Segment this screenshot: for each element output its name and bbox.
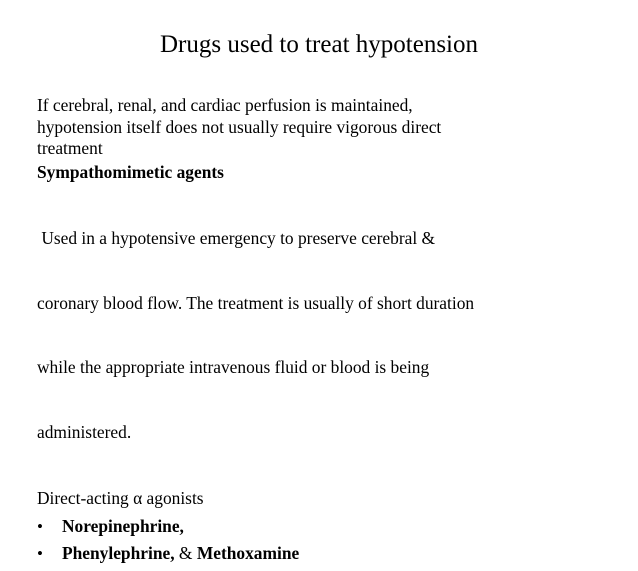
bullet-icon: •	[37, 544, 43, 563]
usage-line: coronary blood flow. The treatment is usually of short duration	[37, 292, 475, 313]
usage-line: Used in a hypotensive emergency to preserve cerebral &	[37, 228, 436, 248]
slide-title: Drugs used to treat hypotension	[159, 31, 478, 58]
bullet-text-methoxamine: Methoxamine	[196, 543, 300, 563]
slide-body	[37, 95, 617, 571]
bullet-icon: •	[37, 516, 43, 536]
section-heading: Sympathomimetic agents	[37, 161, 224, 182]
usage-line: administered.	[37, 421, 132, 442]
bullet-text: Norepinephrine,	[62, 515, 184, 536]
bullet-item-norepinephrine	[37, 516, 617, 538]
intro-line: treatment	[37, 138, 103, 158]
bullet-text-phenylephrine: Phenylephrine,	[62, 543, 175, 563]
intro-line: If cerebral, renal, and cardiac perfusion is maintained,	[37, 95, 413, 115]
usage-line: while the appropriate intravenous fluid or blood is being	[37, 357, 430, 377]
bullet-item-phenylephrine	[37, 543, 617, 565]
intro-paragraph	[37, 95, 617, 160]
bullet-text-conjunction: &	[174, 543, 197, 563]
subheading: Direct-acting α agonists	[37, 488, 204, 508]
usage-paragraph	[37, 185, 617, 486]
intro-line: hypotension itself does not usually require vigorous direct	[37, 116, 442, 137]
